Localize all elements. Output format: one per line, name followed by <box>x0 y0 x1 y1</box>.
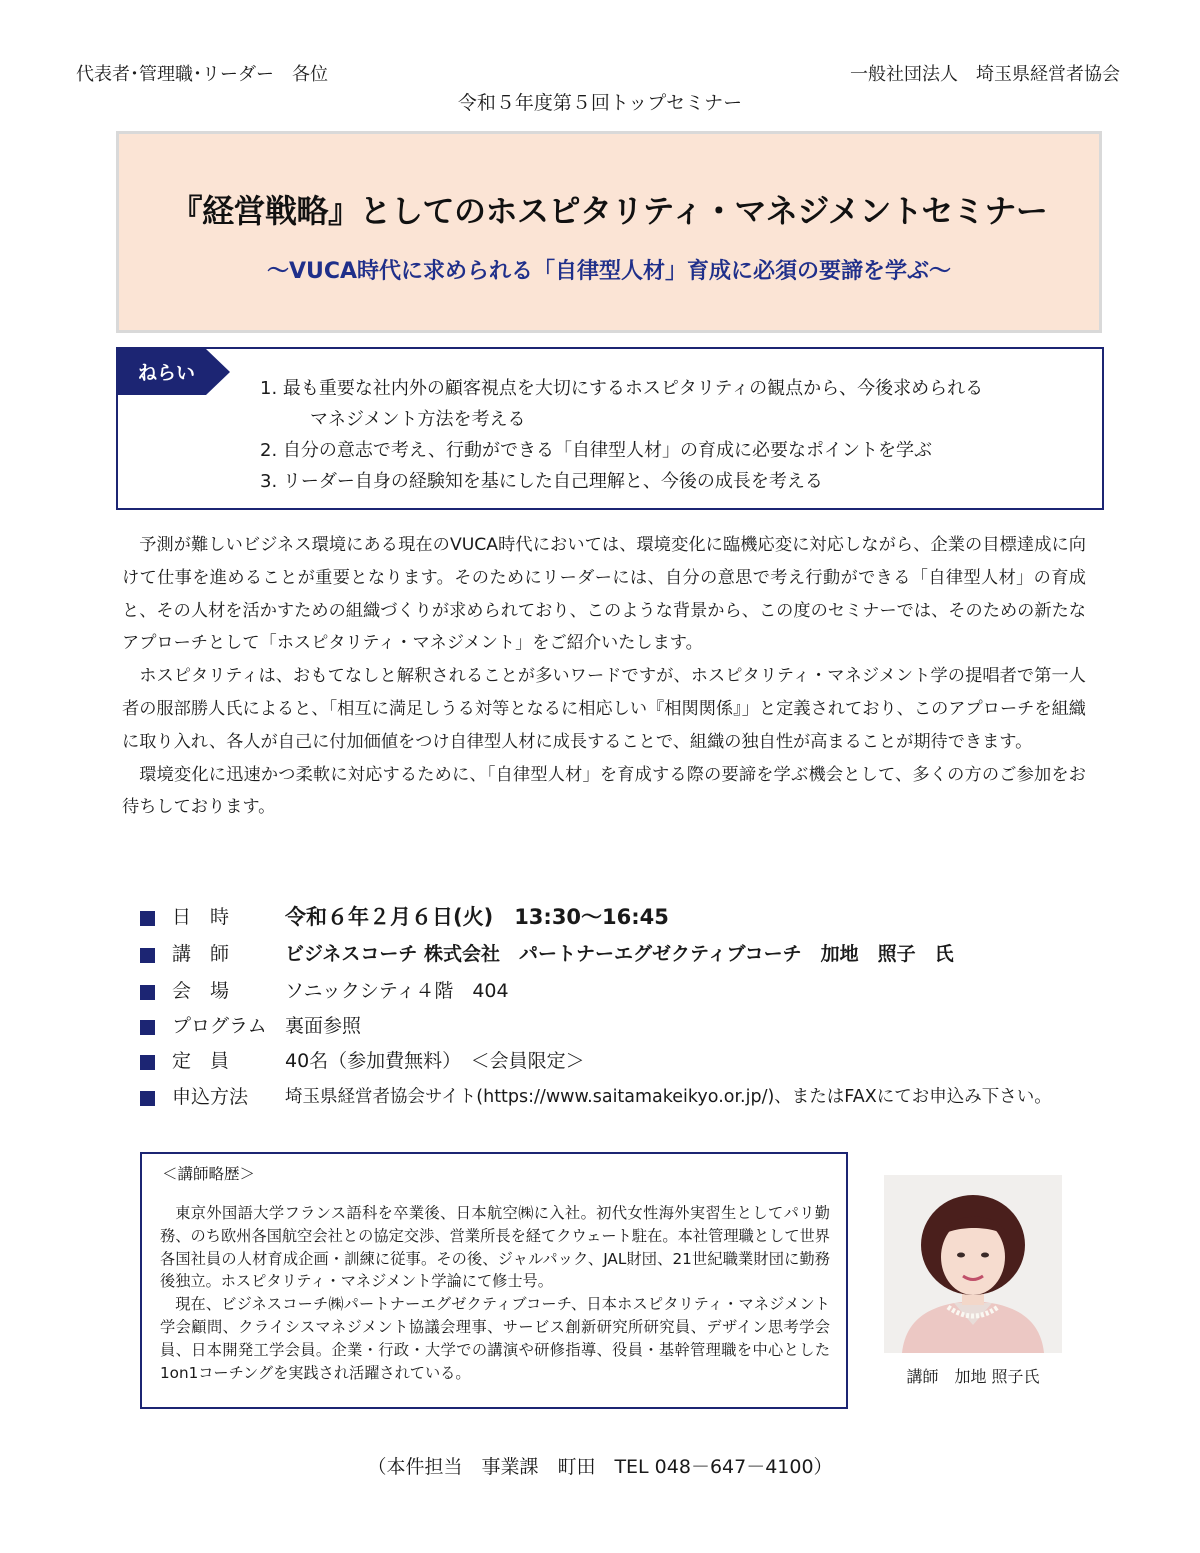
detail-label: 申込方法 <box>172 1086 249 1108</box>
detail-value: 40名（参加費無料） ＜会員限定＞ <box>285 1050 585 1072</box>
bullet-square-icon <box>140 911 155 926</box>
aims-box <box>116 347 1104 510</box>
addressee: 代表者･管理職･リーダー 各位 <box>76 64 328 85</box>
page-subtitle: ～VUCA時代に求められる「自律型人材」育成に必須の要諦を学ぶ～ <box>266 259 952 284</box>
detail-value: 埼玉県経営者協会サイト(https://www.saitamakeikyo.or.jp/)、またはFAXにてお申込み下さい。 <box>285 1087 1052 1107</box>
bio-text <box>160 1202 830 1384</box>
detail-value: ソニックシティ４階 404 <box>285 980 509 1002</box>
aim-item-continued: マネジメント方法を考える <box>310 409 526 430</box>
bullet-square-icon <box>140 985 155 1000</box>
lecturer-portrait-icon <box>884 1175 1062 1353</box>
detail-label: 定 員 <box>172 1050 230 1072</box>
title-banner <box>116 131 1102 333</box>
detail-label: 会 場 <box>172 980 230 1002</box>
aim-item: 3. リーダー自身の経験知を基にした自己理解と、今後の成長を考える <box>260 471 823 492</box>
bullet-square-icon <box>140 1091 155 1106</box>
detail-label: 日 時 <box>172 906 230 928</box>
intro-paragraph: 環境変化に迅速かつ柔軟に対応するために、「自律型人材」を育成する際の要諦を学ぶ機会として、多くの方のご参加をお待ちしております。 <box>122 764 1086 818</box>
bio-heading: ＜講師略歴＞ <box>162 1165 256 1183</box>
intro-paragraph: ホスピタリティは、おもてなしと解釈されることが多いワードですが、ホスピタリティ・マネジメント学の提唱者で第一人者の服部勝人氏によると、「相互に満足しうる対等となるに相応しい『相関関係』」と定義されており、このアプローチを組織に取り入れ、各人が自己に付加価値をつけ自律型人材に成長することで、組織の独自性が高まることが期待できます。 <box>122 666 1086 752</box>
detail-value: ビジネスコーチ 株式会社 パートナーエグゼクティブコーチ 加地 照子 氏 <box>285 943 954 965</box>
bio-paragraph: 現在、ビジネスコーチ㈱パートナーエグゼクティブコーチ、日本ホスピタリティ・マネジメント学会顧問、クライシスマネジメント協議会理事、サービス創新研究所研究員、デザイン思考学会員、日本開発工学会員。企業・行政・大学での講演や研修指導、役員・基幹管理職を中心とした1on1コーチングを実践され活躍されている。 <box>160 1295 830 1382</box>
seminar-number: 令和５年度第５回トップセミナー <box>457 92 743 114</box>
contact-info: （本件担当 事業課 町田 TEL 048－647－4100） <box>367 1456 833 1478</box>
aim-item: 1. 最も重要な社内外の顧客視点を大切にするホスピタリティの観点から、今後求められる <box>260 378 984 399</box>
aims-list <box>260 373 983 497</box>
organization-name: 一般社団法人 埼玉県経営者協会 <box>850 64 1120 85</box>
lecturer-bio-box <box>140 1152 848 1409</box>
detail-label: 講 師 <box>172 943 230 965</box>
bullet-square-icon <box>140 1020 155 1035</box>
aims-tab <box>118 349 230 395</box>
bio-paragraph: 東京外国語大学フランス語科を卒業後、日本航空㈱に入社。初代女性海外実習生としてパリ勤務、のち欧州各国航空会社との協定交渉、営業所長を経てクウェート駐在。本社管理職として世界各国社員の人材育成企画・訓練に従事。その後、ジャルパック、JAL財団、21世紀職業財団に勤務後独立。ホスピタリティ・マネジメント学論にて修士号。 <box>160 1204 830 1291</box>
intro-paragraph: 予測が難しいビジネス環境にある現在のVUCA時代においては、環境変化に臨機応変に対応しながら、企業の目標達成に向けて仕事を進めることが重要となります。そのためにリーダーには、自分の意思で考え行動ができる「自律型人材」の育成と、その人材を活かすための組織づくりが求められており、このような背景から、この度のセミナーでは、そのための新たなアプローチとして「ホスピタリティ・マネジメント」をご紹介いたします。 <box>122 535 1086 654</box>
bullet-square-icon <box>140 1055 155 1070</box>
bullet-square-icon <box>140 948 155 963</box>
lecturer-photo <box>884 1175 1062 1353</box>
detail-label: プログラム <box>172 1015 267 1037</box>
aim-item: 2. 自分の意志で考え、行動ができる「自律型人材」の育成に必要なポイントを学ぶ <box>260 440 932 461</box>
page-title: 『経営戦略』としてのホスピタリティ・マネジメントセミナー <box>170 192 1048 230</box>
aims-label: ねらい <box>138 362 196 384</box>
intro-text <box>122 529 1086 824</box>
photo-caption: 講師 加地 照子氏 <box>906 1367 1040 1386</box>
detail-value: 令和６年２月６日(火) 13:30～16:45 <box>285 905 669 929</box>
detail-value: 裏面参照 <box>285 1015 362 1037</box>
